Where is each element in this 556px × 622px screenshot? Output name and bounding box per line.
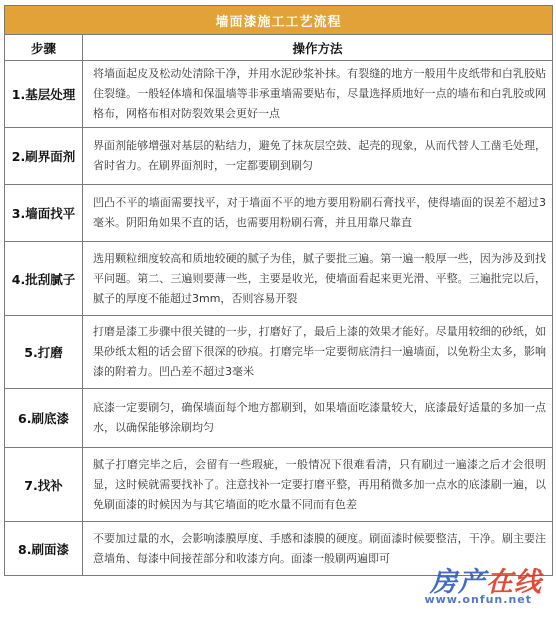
process-table [4,5,553,576]
step-method: 腻子打磨完毕之后，会留有一些瑕疵，一般情况下很难看清，只有刷过一遍漆之后才会很明显，这时候就需要找补了。注意找补一定要打磨平整，再用稍微多加一点水的底漆刷一遍，以免刷面漆的时候因为与其它墙面的吃水量不同而有色差 [83,448,553,522]
table-row [5,389,553,448]
step-method: 将墙面起皮及松动处清除干净，并用水泥砂浆补抹。有裂缝的地方一般用牛皮纸带和白乳胶贴住裂缝。一般轻体墙和保温墙等非承重墙需要贴布，尽量选择质地好一点的墙布和白乳胶或网格布，网格布相对防裂效果会更好一点 [83,61,553,128]
step-label: 4.批刮腻子 [5,242,83,316]
table-title: 墙面漆施工工艺流程 [5,6,553,35]
step-label: 6.刷底漆 [5,389,83,448]
step-label: 2.刷界面剂 [5,128,83,185]
table-row [5,61,553,128]
step-label: 5.打磨 [5,316,83,389]
table-row [5,242,553,316]
step-label: 1.基层处理 [5,61,83,128]
table-row [5,128,553,185]
header-step: 步骤 [5,35,83,61]
header-row [5,35,553,61]
step-label: 3.墙面找平 [5,185,83,242]
process-table-body [5,6,553,576]
step-method: 选用颗粒细度较高和质地较硬的腻子为佳，腻子要批三遍。第一遍一般厚一些，因为涉及到找平问题。第二、三遍则要薄一些，主要是收光，使墙面看起来更光滑、平整。三遍批完以后，腻子的厚度不能超过3mm，否则容易开裂 [83,242,553,316]
watermark-url: www.onfun.net [424,593,532,606]
step-method: 不要加过量的水，会影响漆膜厚度、手感和漆膜的硬度。刷面漆时候要整洁，干净。刷主要注意墙角、每漆中间接茬部分和收漆方向。面漆一般刷两遍即可 [83,522,553,576]
header-method: 操作方法 [83,35,553,61]
step-label: 7.找补 [5,448,83,522]
table-row [5,448,553,522]
watermark-brand-part2: 在线 [486,567,542,598]
step-method: 凹凸不平的墙面需要找平，对于墙面不平的地方要用粉刷石膏找平，使得墙面的误差不超过3毫米。阴阳角如果不直的话，也需要用粉刷石膏，并且用靠尺靠直 [83,185,553,242]
step-method: 界面剂能够增强对基层的粘结力，避免了抹灰层空鼓、起壳的现象，从而代替人工凿毛处理，省时省力。在刷界面剂时，一定都要刷到刷匀 [83,128,553,185]
step-method: 打磨是漆工步骤中很关键的一步，打磨好了，最后上漆的效果才能好。尽量用较细的砂纸，如果砂纸太粗的话会留下很深的砂痕。打磨完毕一定要彻底清扫一遍墙面，以免粉尘太多，影响漆的附着力。凹凸差不超过3毫米 [83,316,553,389]
step-method: 底漆一定要刷匀，确保墙面每个地方都刷到，如果墙面吃漆量较大，底漆最好适量的多加一点水，以确保能够涂刷均匀 [83,389,553,448]
title-row [5,6,553,35]
table-row [5,185,553,242]
table-row [5,522,553,576]
watermark-brand-part1: 房产 [430,567,486,598]
table-row [5,316,553,389]
step-label: 8.刷面漆 [5,522,83,576]
